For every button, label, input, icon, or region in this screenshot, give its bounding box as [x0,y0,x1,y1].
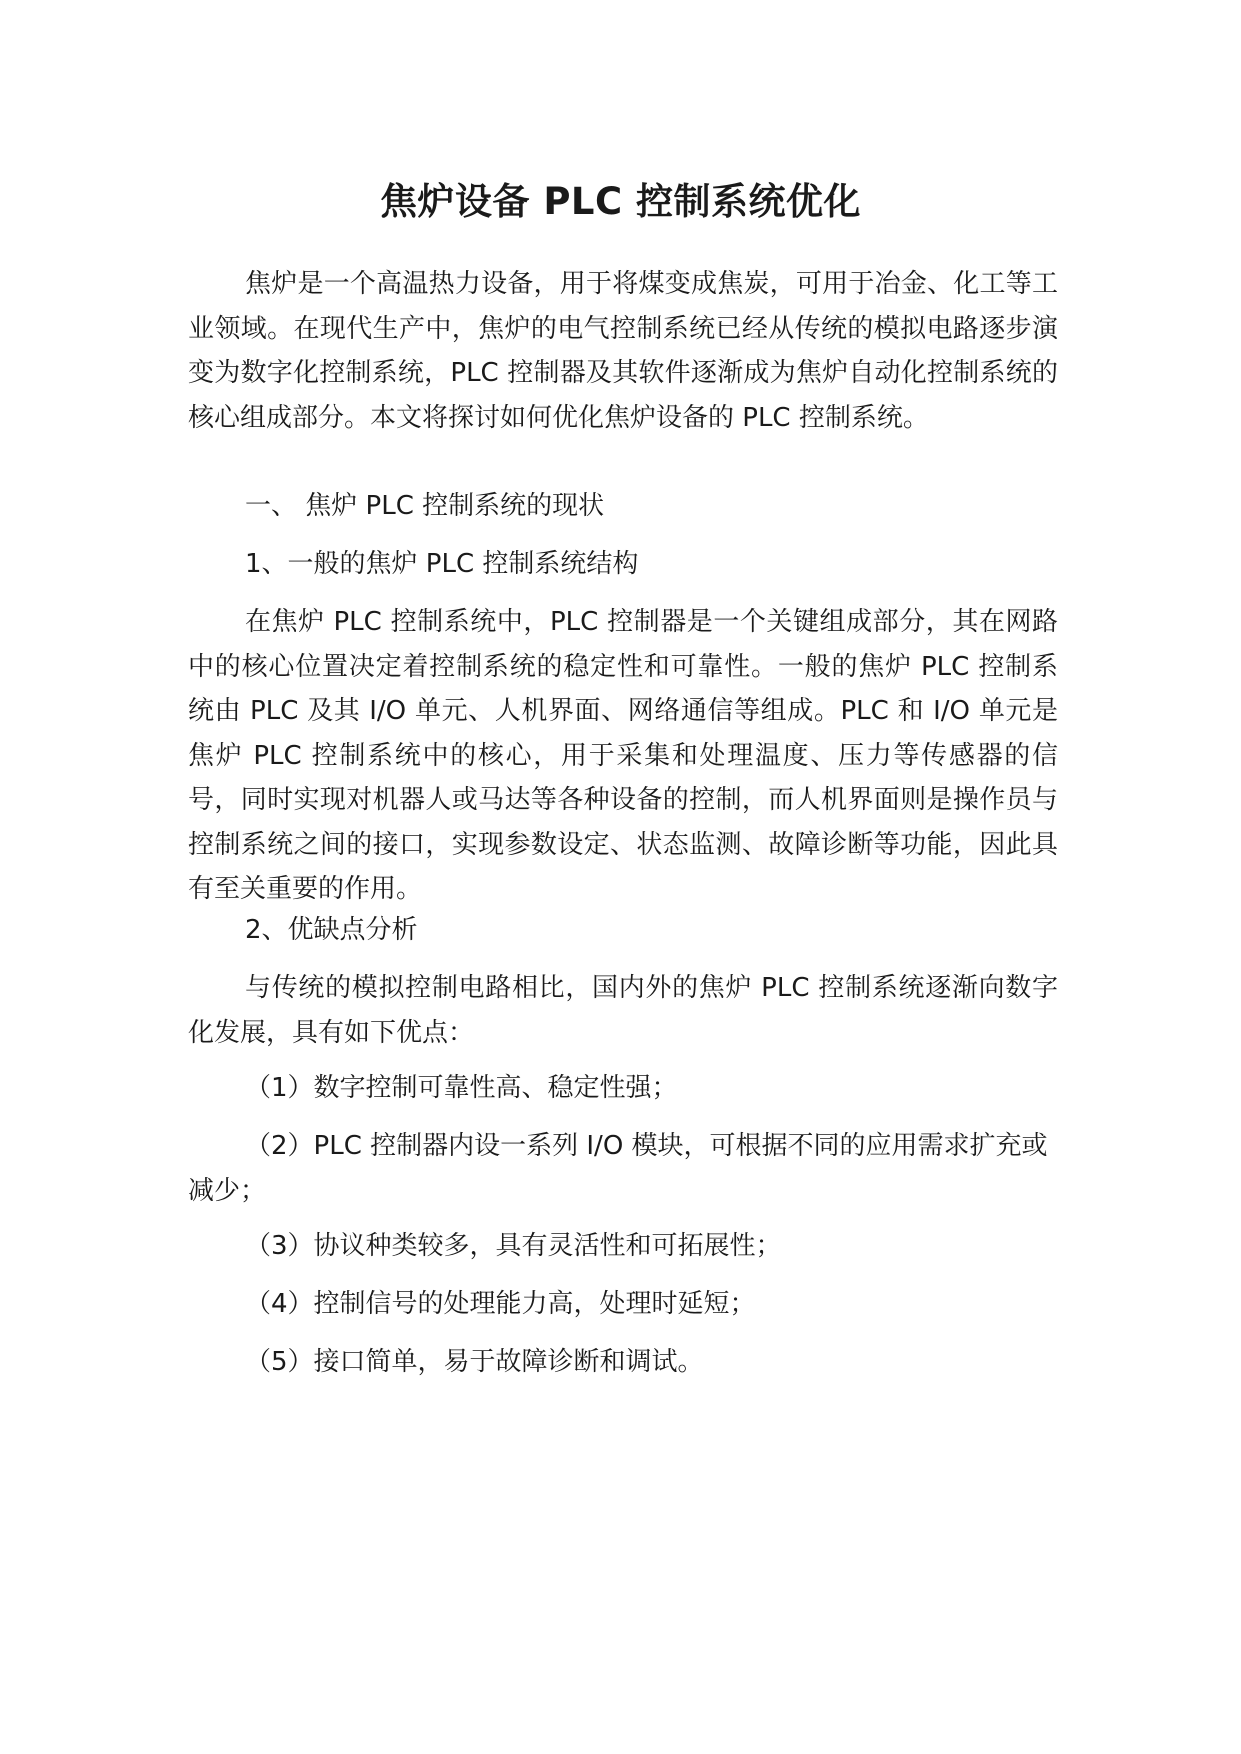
subsection-2-paragraph: 与传统的模拟控制电路相比，国内外的焦炉 PLC 控制系统逐渐向数字化发展，具有如下优点： [188,973,1058,1048]
subsection-1-heading: 1、一般的焦炉 PLC 控制系统结构 [245,549,639,579]
subsection-1-paragraph: 在焦炉 PLC 控制系统中，PLC 控制器是一个关键组成部分，其在网路中的核心位置决定着控制系统的稳定性和可靠性。一般的焦炉 PLC 控制系统由 PLC 及其 I/O 单元、人机界面、网络通信等组成。PLC 和 I/O 单元是焦炉 PLC 控制系统中的核心，用于采集和处理温度、压力等传感器的信号，同时实现对机器人或马达等各种设备的控制，而人机界面则是操作员与控制系统之间的接口，实现参数设定、状态监测、故障诊断等功能，因此具有至关重要的作用。 [188,607,1058,904]
intro-paragraph: 焦炉是一个高温热力设备，用于将煤变成焦炭，可用于冶金、化工等工业领域。在现代生产中，焦炉的电气控制系统已经从传统的模拟电路逐步演变为数字化控制系统，PLC 控制器及其软件逐渐成为焦炉自动化控制系统的核心组成部分。本文将探讨如何优化焦炉设备的 PLC 控制系统。 [188,269,1058,433]
advantage-item: （5）接口简单，易于故障诊断和调试。 [245,1347,704,1377]
advantage-item: （3）协议种类较多，具有灵活性和可拓展性； [245,1231,782,1261]
advantage-item: （2）PLC 控制器内设一系列 I/O 模块，可根据不同的应用需求扩充或减少； [188,1131,1048,1206]
advantage-item: （1）数字控制可靠性高、稳定性强； [245,1073,678,1103]
subsection-2-heading: 2、优缺点分析 [245,915,418,945]
section-1-heading: 一、 焦炉 PLC 控制系统的现状 [245,491,605,521]
advantage-item: （4）控制信号的处理能力高，处理时延短； [245,1289,756,1319]
document-title: 焦炉设备 PLC 控制系统优化 [379,180,862,223]
